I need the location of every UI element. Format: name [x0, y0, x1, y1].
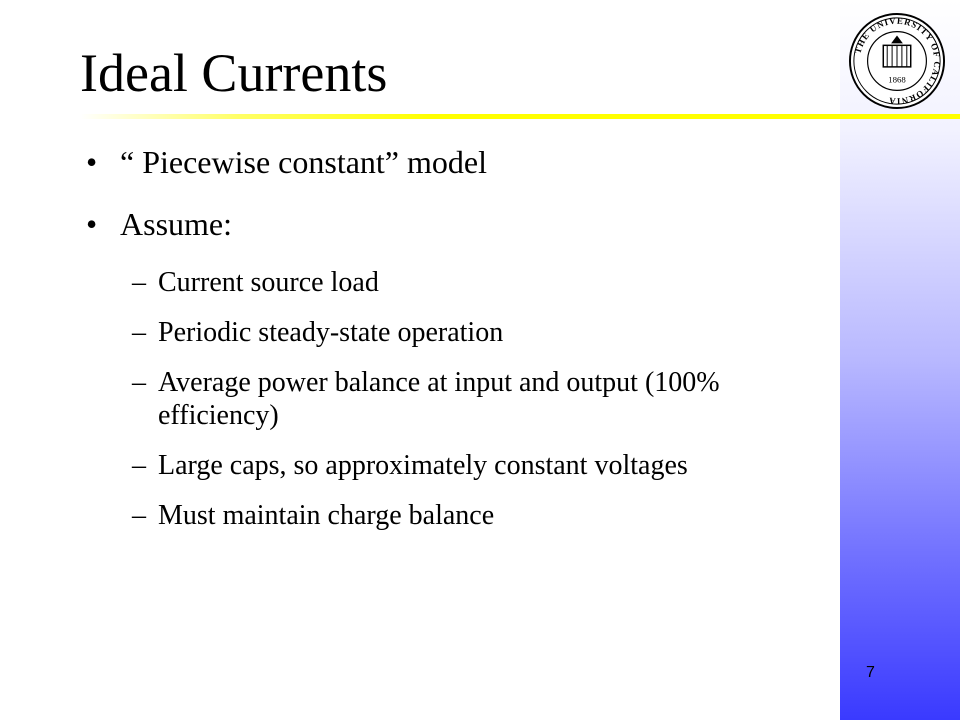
sub-bullet-text: Must maintain charge balance — [158, 500, 495, 531]
title-underline-rule — [80, 114, 960, 119]
bullet-text: “ Piecewise constant” model — [120, 144, 487, 180]
bullet-marker: • — [86, 206, 98, 242]
bullet-text: Assume: — [120, 206, 232, 242]
seal-year: 1868 — [888, 74, 906, 85]
university-seal-icon — [848, 12, 946, 110]
sub-bullet-list — [132, 266, 832, 549]
sub-bullet-item — [132, 316, 832, 349]
page-number: 7 — [866, 664, 875, 681]
sub-bullet-text: Current source load — [158, 267, 379, 298]
seal-ring-text: THE UNIVERSITY OF CALIFORNIA — [852, 15, 943, 107]
sub-bullet-item — [132, 499, 832, 532]
bullet-item — [86, 204, 836, 244]
sub-bullet-text: Periodic steady-state operation — [158, 317, 504, 348]
bullet-item — [86, 142, 836, 182]
dash-marker: – — [132, 317, 146, 348]
dash-marker: – — [132, 267, 146, 298]
slide-title: Ideal Currents — [80, 43, 388, 103]
dash-marker: – — [132, 450, 146, 481]
sub-bullet-item — [132, 366, 832, 432]
sub-bullet-item — [132, 449, 832, 482]
bullet-list — [86, 142, 836, 266]
sub-bullet-text: Large caps, so approximately constant voltages — [158, 450, 688, 481]
sub-bullet-text: Average power balance at input and output (100% efficiency) — [158, 367, 720, 431]
dash-marker: – — [132, 500, 146, 531]
dash-marker: – — [132, 367, 146, 398]
bullet-marker: • — [86, 144, 98, 180]
sub-bullet-item — [132, 266, 832, 299]
